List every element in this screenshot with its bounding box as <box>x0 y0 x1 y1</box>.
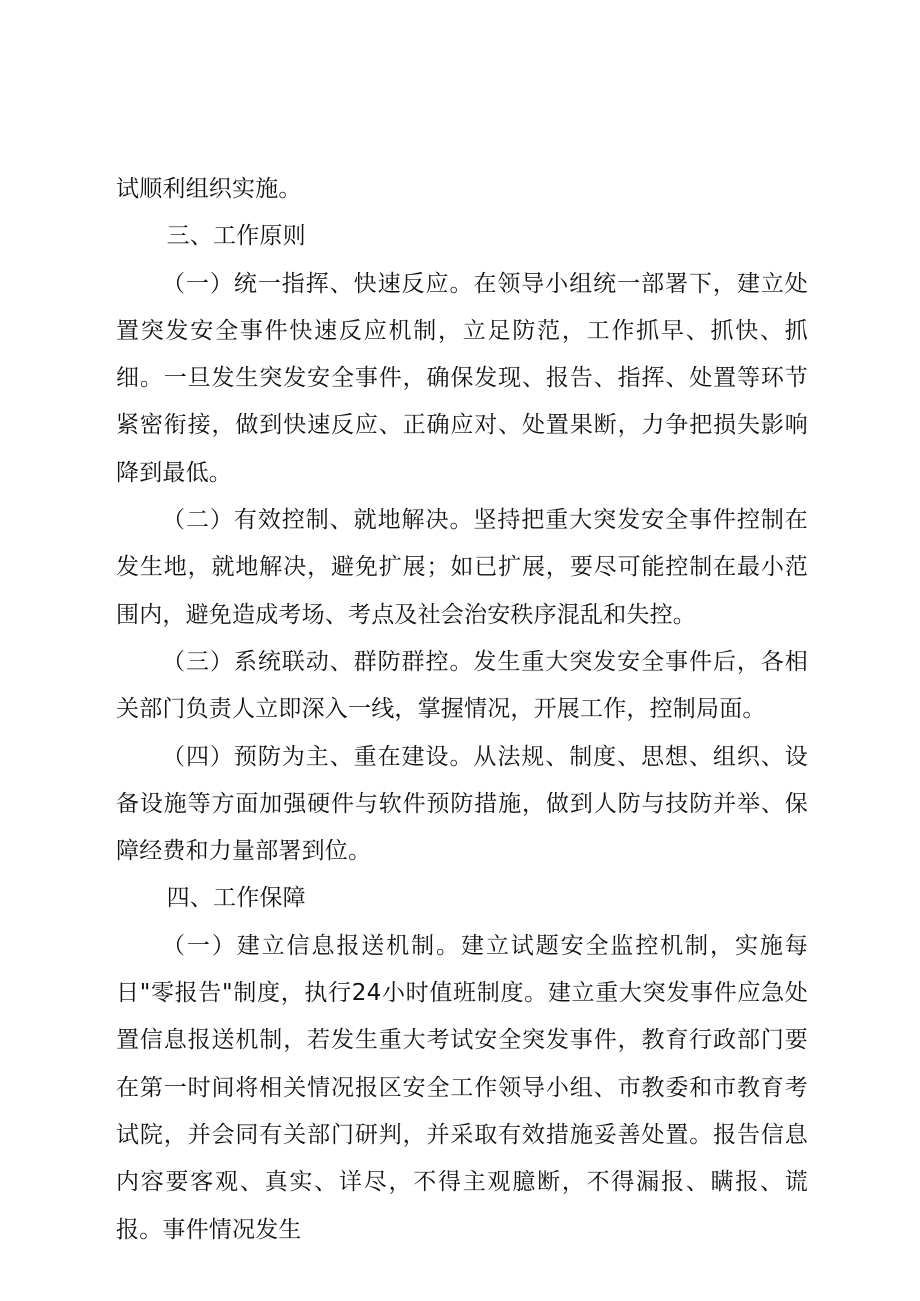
paragraph-principle-1: （一）统一指挥、快速反应。在领导小组统一部署下，建立处置突发安全事件快速反应机制，立足防范，工作抓早、抓快、抓细。一旦发生突发安全事件，确保发现、报告、指挥、处置等环节紧密衔接，做到快速反应、正确应对、处置果断，力争把损失影响降到最低。 <box>116 270 808 486</box>
paragraph-principle-2: （二）有效控制、就地解决。坚持把重大突发安全事件控制在发生地，就地解决，避免扩展；如已扩展，要尽可能控制在最小范围内，避免造成考场、考点及社会治安秩序混乱和失控。 <box>116 507 808 628</box>
section-heading-guarantee: 四、工作保障 <box>166 885 306 912</box>
section-heading-principles: 三、工作原则 <box>166 223 306 250</box>
paragraph-principle-4: （四）预防为主、重在建设。从法规、制度、思想、组织、设备设施等方面加强硬件与软件预防措施，做到人防与技防并举、保障经费和力量部署到位。 <box>116 743 808 865</box>
paragraph-continuation: 试顺利组织实施。 <box>116 176 302 202</box>
paragraph-guarantee-1: （一）建立信息报送机制。建立试题安全监控机制，实施每日"零报告"制度，执行24小时值班制度。建立重大突发事件应急处置信息报送机制，若发生重大考试安全突发事件，教育行政部门要在第一时间将相关情况报区安全工作领导小组、市教委和市教育考试院，并会同有关部门研判，并采取有效措施妥善处置。报告信息内容要客观、真实、详尽，不得主观臆断，不得漏报、瞒报、谎报。事件情况发生 <box>116 932 808 1243</box>
document-body <box>116 166 808 1254</box>
paragraph-principle-3: （三）系统联动、群防群控。发生重大突发安全事件后，各相关部门负责人立即深入一线，掌握情况，开展工作，控制局面。 <box>116 648 808 723</box>
